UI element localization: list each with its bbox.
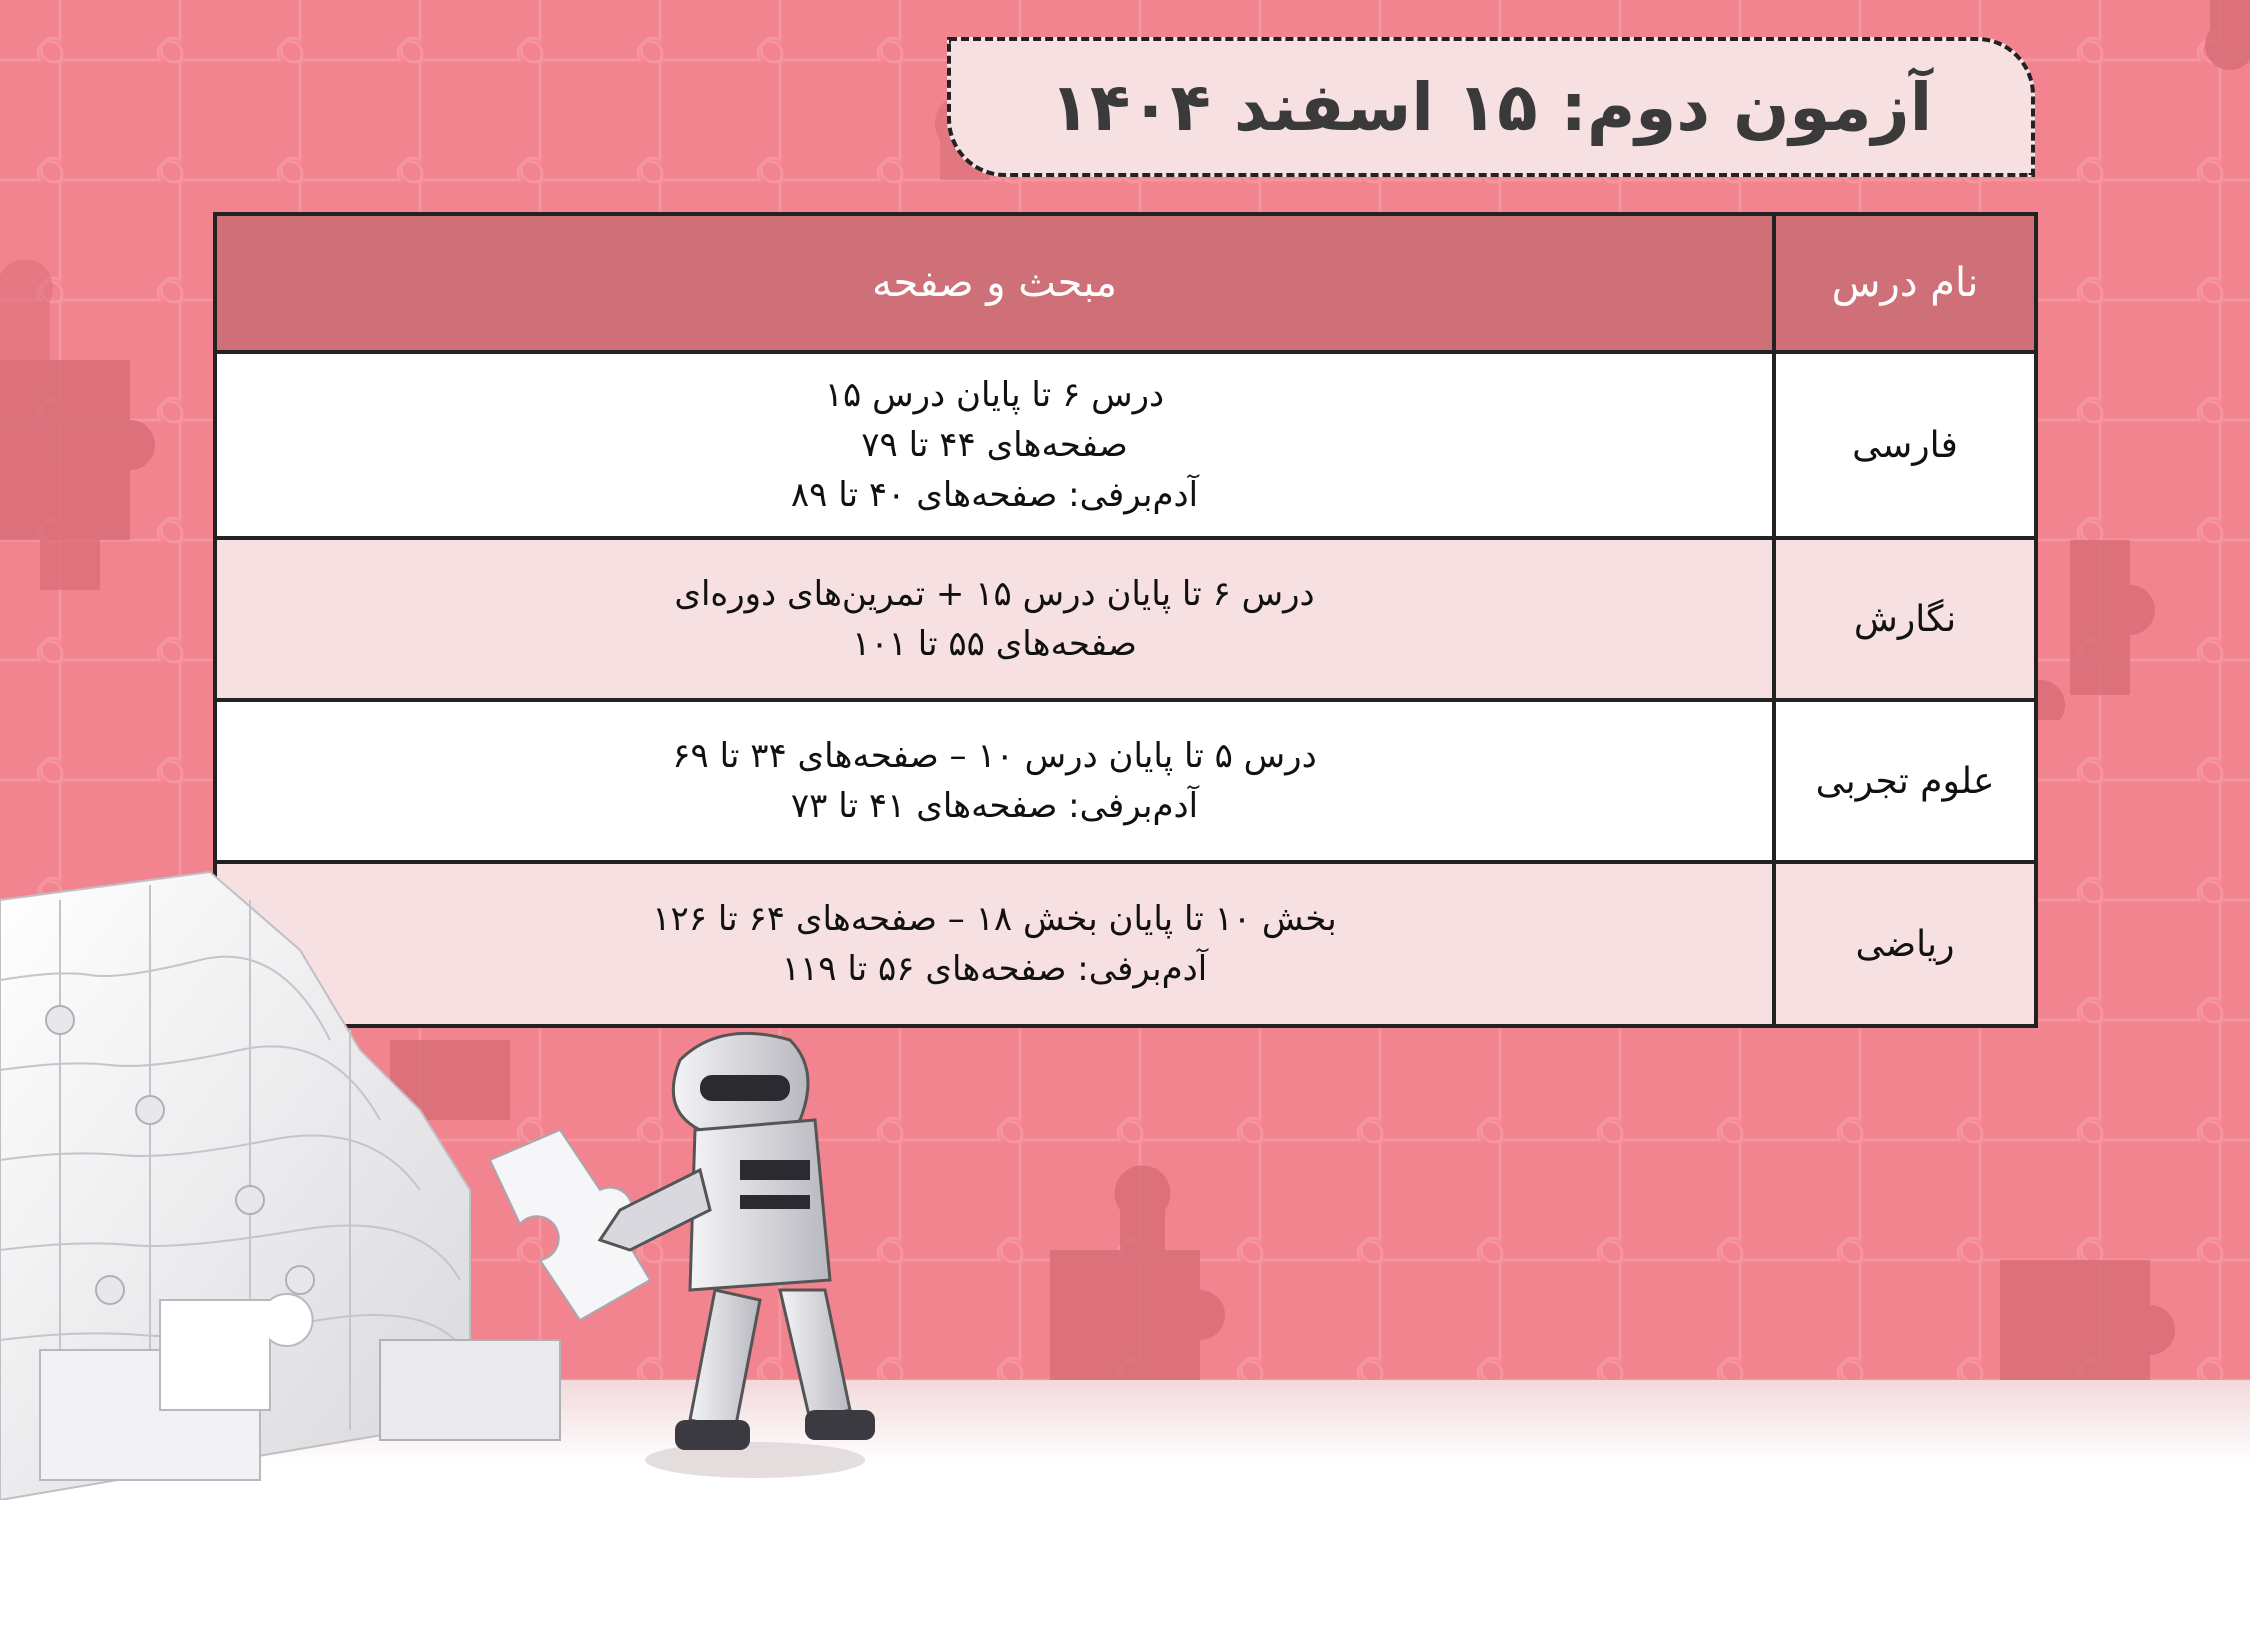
topic-cell (215, 352, 1774, 538)
subject-cell: فارسی (1774, 352, 2036, 538)
topic-line: درس ۵ تا پایان درس ۱۰ – صفحه‌های ۳۴ تا ۶۹ (672, 736, 1317, 776)
table-header-row (215, 214, 2036, 352)
robot-puzzle-illustration (0, 860, 920, 1500)
title-box (947, 37, 2035, 177)
page-title: آزمون دوم: ۱۵ اسفند ۱۴۰۴ (1049, 68, 1933, 146)
topic-line: بخش ۱۰ تا پایان بخش ۱۸ – صفحه‌های ۶۴ تا ۱۲۶ (652, 899, 1337, 939)
topic-line: صفحه‌های ۵۵ تا ۱۰۱ (852, 624, 1137, 664)
topic-line: درس ۶ تا پایان درس ۱۵ (824, 375, 1165, 415)
topic-line: آدم‌برفی: صفحه‌های ۴۱ تا ۷۳ (790, 786, 1199, 826)
header-topics: مبحث و صفحه (215, 214, 1774, 352)
subject-cell: ریاضی (1774, 862, 2036, 1026)
table-row-farsi (215, 352, 2036, 538)
subject-cell: نگارش (1774, 538, 2036, 700)
topic-line: آدم‌برفی: صفحه‌های ۴۰ تا ۸۹ (790, 475, 1199, 515)
topic-cell (215, 538, 1774, 700)
topic-line: درس ۶ تا پایان درس ۱۵ + تمرین‌های دوره‌ای (674, 574, 1315, 614)
table-row-negaresh (215, 538, 2036, 700)
topic-line: آدم‌برفی: صفحه‌های ۵۶ تا ۱۱۹ (781, 949, 1208, 989)
topic-cell (215, 700, 1774, 862)
topic-line: صفحه‌های ۴۴ تا ۷۹ (861, 425, 1128, 465)
subject-cell: علوم تجربی (1774, 700, 2036, 862)
header-subject: نام درس (1774, 214, 2036, 352)
table-row-science (215, 700, 2036, 862)
